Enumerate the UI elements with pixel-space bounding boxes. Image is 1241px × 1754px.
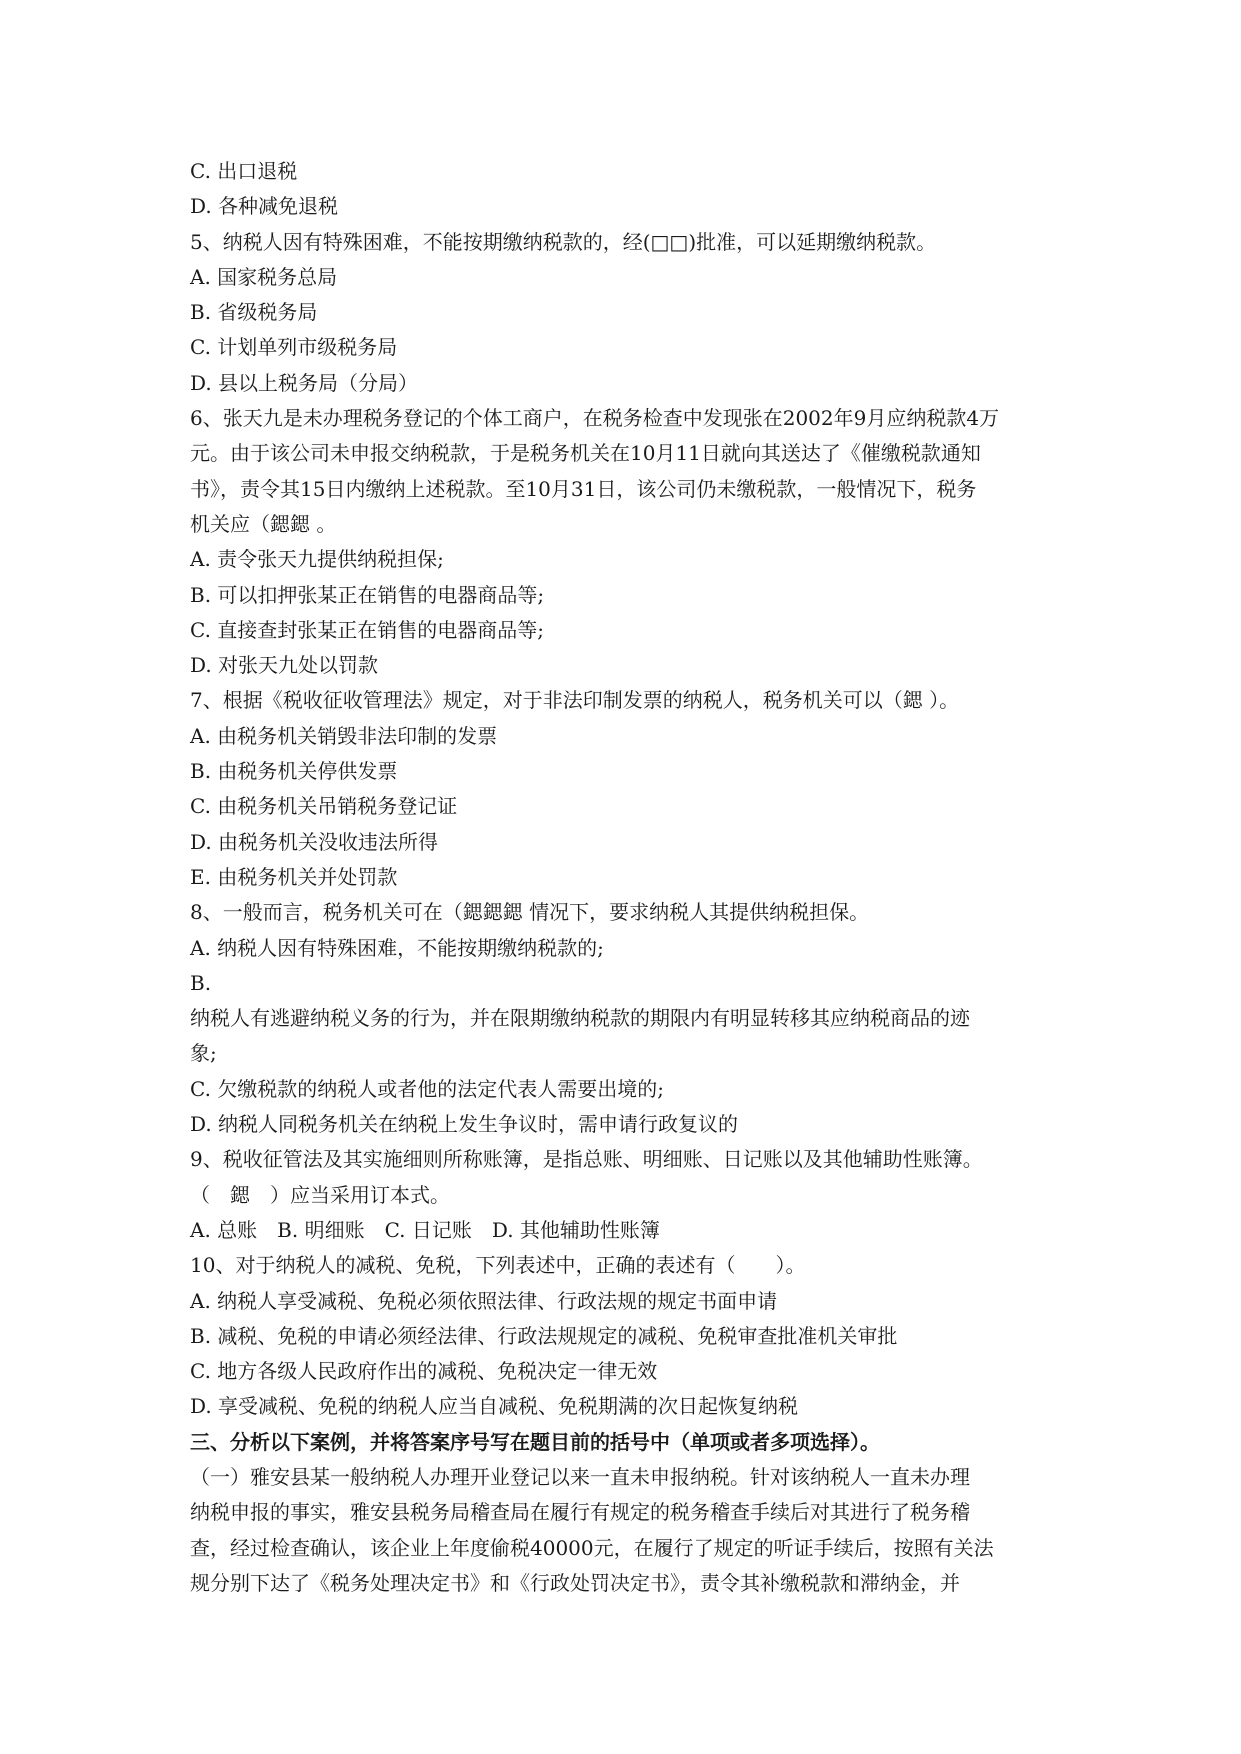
text-line: D. 享受减税、免税的纳税人应当自减税、免税期满的次日起恢复纳税 <box>190 1394 799 1419</box>
text-line: B. 减税、免税的申请必须经法律、行政法规规定的减税、免税审查批准机关审批 <box>190 1323 898 1348</box>
text-line: 9、税收征管法及其实施细则所称账簿，是指总账、明细账、日记账以及其他辅助性账簿。 <box>190 1147 983 1172</box>
text-line: A. 总账 B. 明细账 C. 日记账 D. 其他辅助性账簿 <box>190 1217 660 1242</box>
text-line: （ 鍶 ）应当采用订本式。 <box>190 1182 450 1207</box>
text-line: 10、对于纳税人的减税、免税，下列表述中，正确的表述有（ ）。 <box>190 1253 806 1278</box>
text-line: C. 出口退税 <box>190 159 298 183</box>
text-line: C. 欠缴税款的纳税人或者他的法定代表人需要出境的; <box>190 1076 665 1101</box>
text-line: C. 由税务机关吊销税务登记证 <box>190 794 458 819</box>
text-line: 象; <box>190 1041 217 1066</box>
text-line: 8、一般而言，税务机关可在（鍶鍶鍶 情况下，要求纳税人其提供纳税担保。 <box>190 900 870 925</box>
text-line: 元。由于该公司未申报交纳税款，于是税务机关在10月11日就向其送达了《催缴税款通知 <box>190 441 981 466</box>
text-line: 5、纳税人因有特殊困难，不能按期缴纳税款的，经(□□)批准，可以延期缴纳税款。 <box>190 229 937 254</box>
text-line: 纳税人有逃避纳税义务的行为，并在限期缴纳税款的期限内有明显转移其应纳税商品的迹 <box>190 1006 970 1031</box>
text-line: A. 国家税务总局 <box>190 264 338 289</box>
text-line: 书》，责令其15日内缴纳上述税款。至10月31日，该公司仍未缴税款，一般情况下，税务 <box>190 476 977 501</box>
text-line: A. 责令张天九提供纳税担保; <box>190 547 444 572</box>
text-line: D. 对张天九处以罚款 <box>190 653 379 678</box>
document-body <box>190 154 1070 1601</box>
text-line: B. 省级税务局 <box>190 300 318 325</box>
text-line: B. 可以扣押张某正在销售的电器商品等; <box>190 582 545 607</box>
text-line: D. 各种减免退税 <box>190 194 339 219</box>
text-line: B. <box>190 970 212 995</box>
text-line: C. 直接查封张某正在销售的电器商品等; <box>190 617 545 642</box>
text-line: 7、根据《税收征收管理法》规定，对于非法印制发票的纳税人，税务机关可以（鍶 ）。 <box>190 688 960 713</box>
text-line: 机关应（鍶鍶 。 <box>190 511 337 536</box>
text-line: B. 由税务机关停供发票 <box>190 759 398 784</box>
text-line: C. 地方各级人民政府作出的减税、免税决定一律无效 <box>190 1359 658 1384</box>
section-heading: 三、分析以下案例，并将答案序号写在题目前的括号中（单项或者多项选择）。 <box>190 1429 880 1454</box>
text-line: E. 由税务机关并处罚款 <box>190 864 398 889</box>
text-line: A. 由税务机关销毁非法印制的发票 <box>190 723 498 748</box>
text-line: D. 由税务机关没收违法所得 <box>190 829 439 854</box>
text-line: A. 纳税人享受减税、免税必须依照法律、行政法规的规定书面申请 <box>190 1288 778 1313</box>
text-line: D. 县以上税务局（分局） <box>190 370 419 395</box>
text-line: 6、张天九是未办理税务登记的个体工商户，在税务检查中发现张在2002年9月应纳税款4万 <box>190 406 1000 431</box>
text-line: D. 纳税人同税务机关在纳税上发生争议时，需申请行政复议的 <box>190 1112 739 1137</box>
text-line: 规分别下达了《税务处理决定书》和《行政处罚决定书》，责令其补缴税款和滞纳金，并 <box>190 1570 960 1595</box>
text-line: A. 纳税人因有特殊困难，不能按期缴纳税款的; <box>190 935 604 960</box>
text-line: 查，经过检查确认，该企业上年度偷税40000元，在履行了规定的听证手续后，按照有关法 <box>190 1535 994 1560</box>
text-line: 纳税申报的事实，雅安县税务局稽查局在履行有规定的税务稽查手续后对其进行了税务稽 <box>190 1500 970 1525</box>
text-line: C. 计划单列市级税务局 <box>190 335 398 360</box>
text-line: （一）雅安县某一般纳税人办理开业登记以来一直未申报纳税。针对该纳税人一直未办理 <box>190 1464 970 1489</box>
